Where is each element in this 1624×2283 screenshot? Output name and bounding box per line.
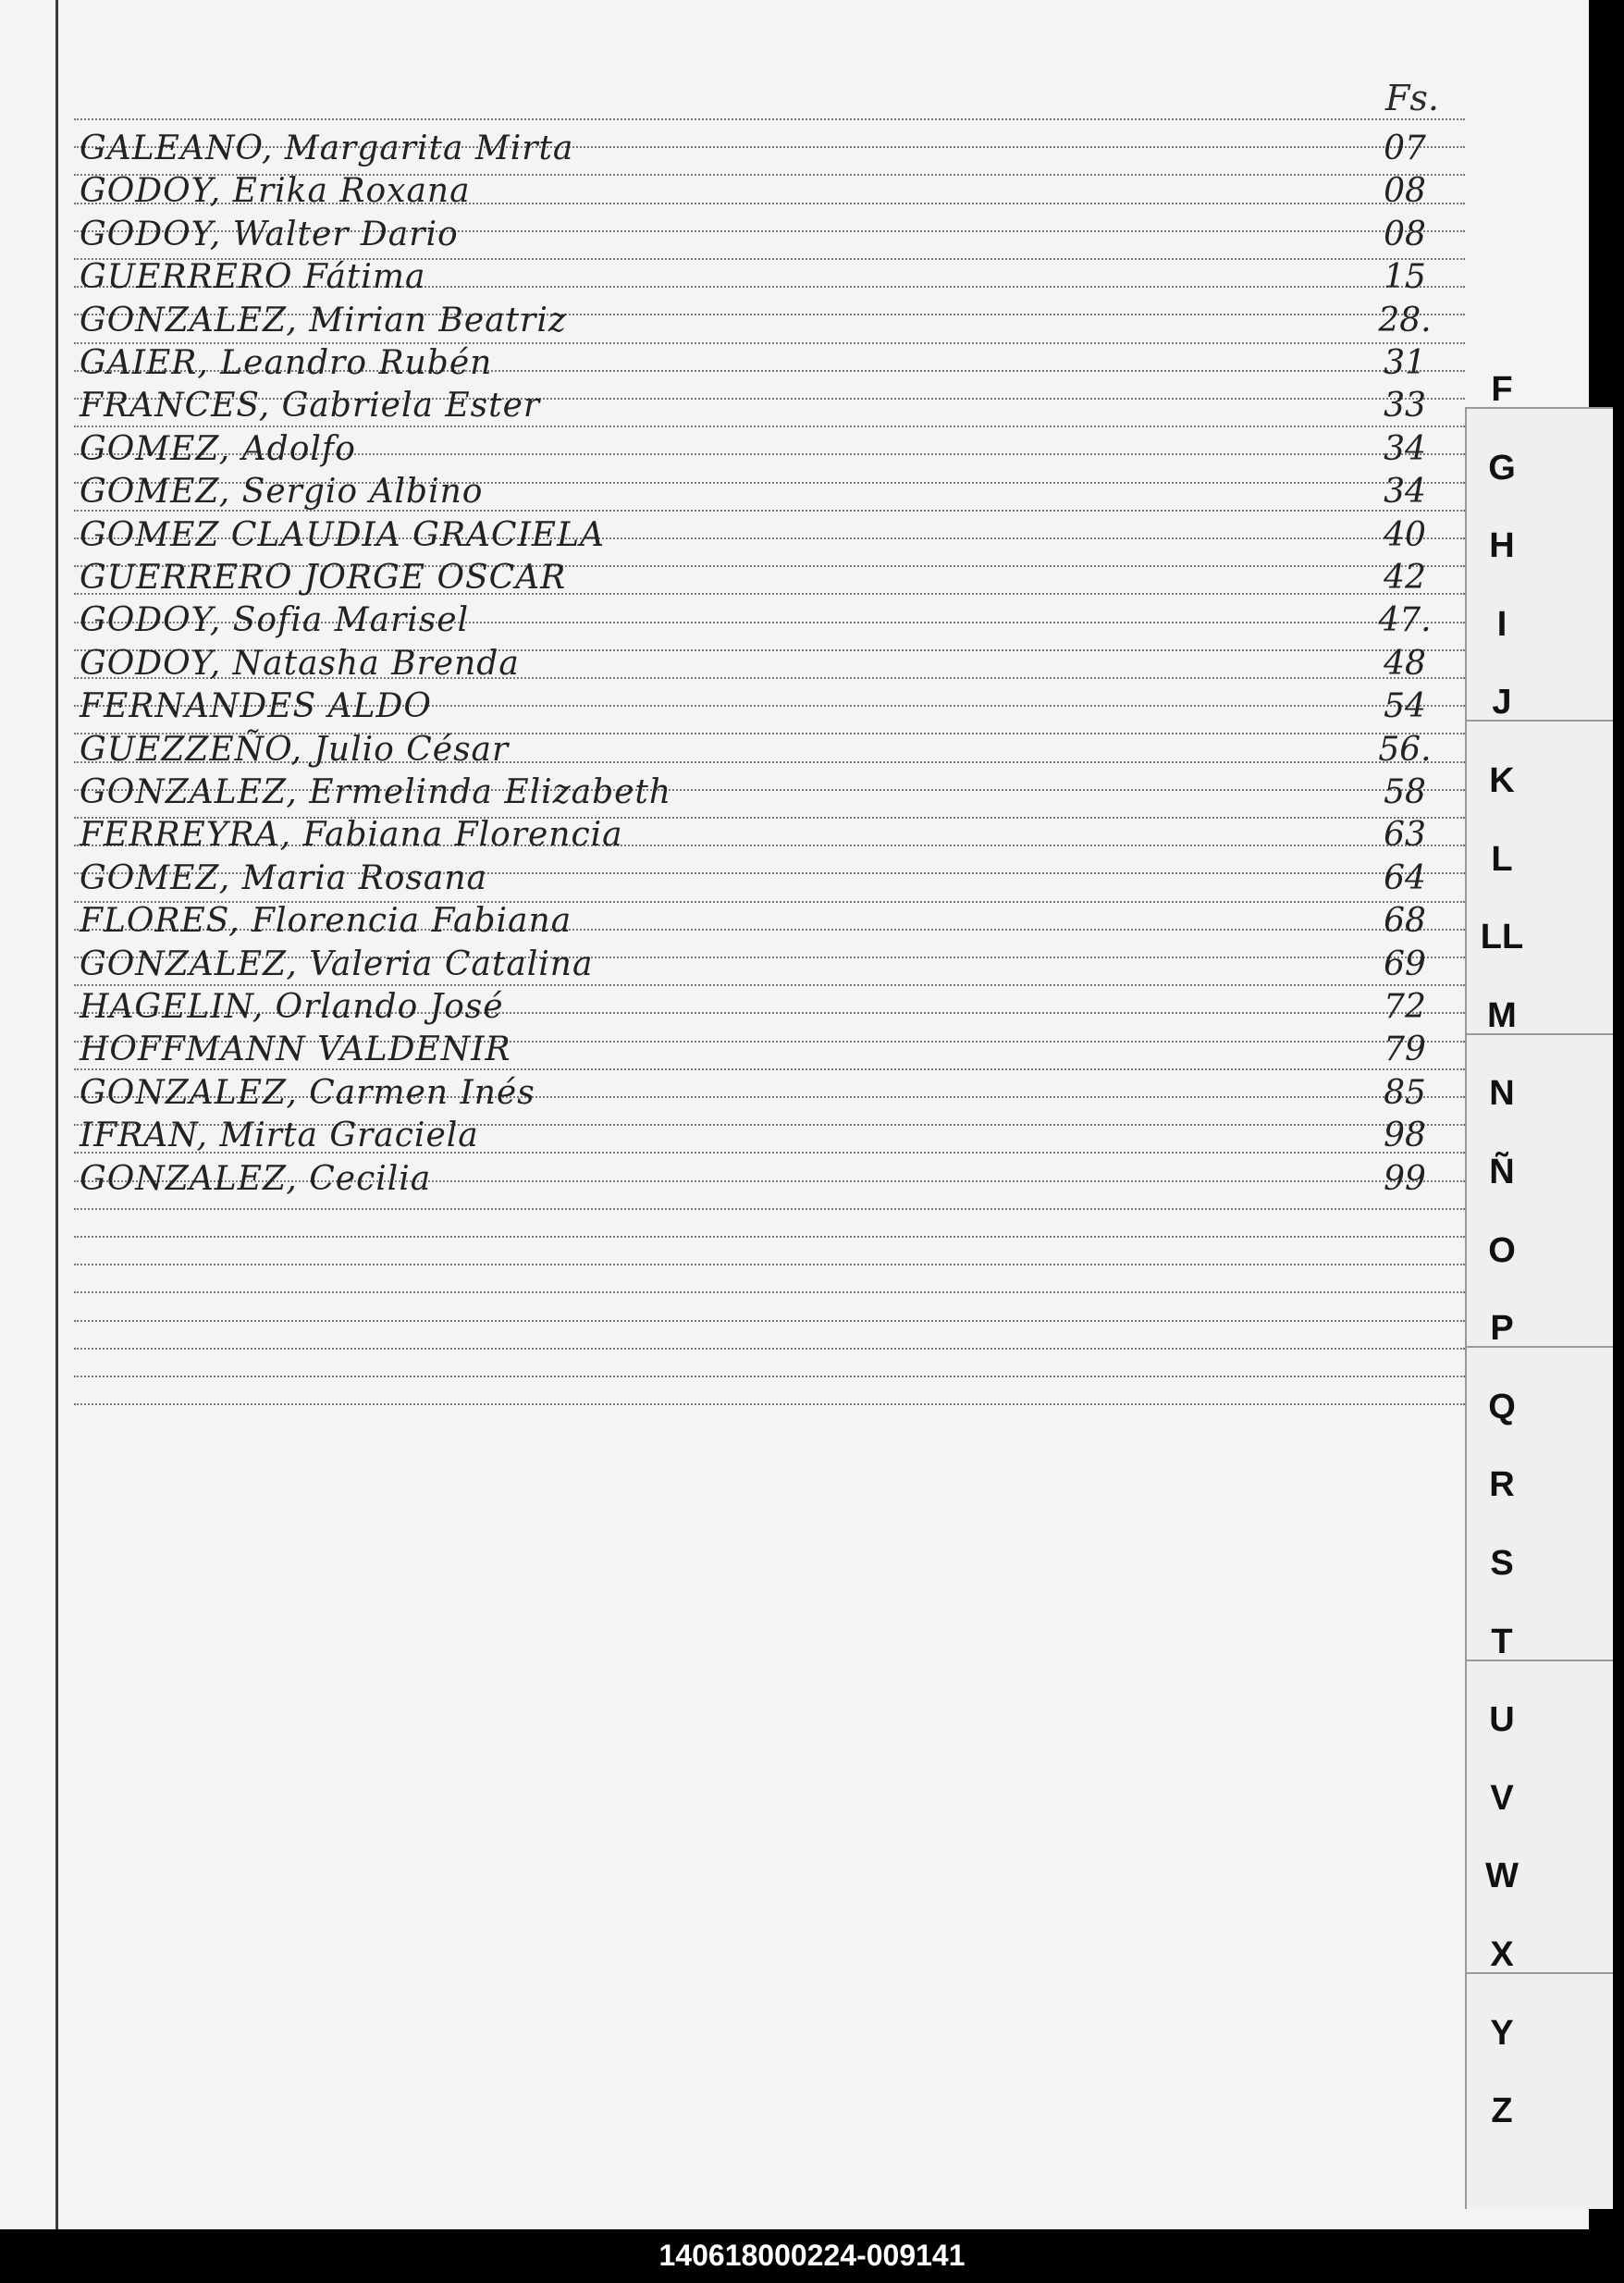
- tab-letter[interactable]: S: [1490, 1544, 1514, 1583]
- entry-name: GONZALEZ, Valeria Catalina: [80, 945, 594, 983]
- ruled-line: [74, 1264, 1465, 1265]
- ruled-line: [74, 1068, 1465, 1070]
- ruled-line: [74, 426, 1465, 427]
- entry-page-number: 34: [1384, 430, 1426, 468]
- entry-name: HOFFMANN VALDENIR: [80, 1030, 511, 1068]
- entry-page-number: 15: [1384, 258, 1426, 296]
- entry-name: GOMEZ CLAUDIA GRACIELA: [80, 516, 605, 554]
- ruled-line: [74, 1236, 1465, 1238]
- ruled-line: [74, 984, 1465, 986]
- entry-name: GUERRERO Fátima: [80, 258, 426, 296]
- document-id: 140618000224-009141: [658, 2239, 966, 2272]
- entry-page-number: 99: [1384, 1160, 1426, 1198]
- entry-name: GUEZZEÑO, Julio César: [80, 731, 510, 769]
- entry-page-number: 40: [1384, 516, 1426, 554]
- tab-letter[interactable]: P: [1490, 1309, 1514, 1348]
- tab-letter[interactable]: K: [1489, 761, 1515, 800]
- entry-page-number: 85: [1384, 1074, 1426, 1112]
- entry-page-number: 07: [1384, 130, 1426, 167]
- tab-letter[interactable]: T: [1491, 1623, 1513, 1661]
- entry-page-number: 68: [1384, 902, 1426, 940]
- tab-letter[interactable]: F: [1491, 370, 1513, 409]
- entry-name: GONZALEZ, Cecilia: [80, 1160, 432, 1198]
- entry-page-number: 72: [1384, 988, 1426, 1026]
- tab-letter[interactable]: M: [1487, 996, 1517, 1035]
- entry-page-number: 47.: [1378, 601, 1432, 639]
- ruled-line: [74, 118, 1465, 120]
- entry-name: GOMEZ, Sergio Albino: [80, 473, 484, 511]
- entry-page-number: 69: [1384, 945, 1426, 983]
- tab-letter[interactable]: U: [1489, 1700, 1515, 1739]
- tab-letter[interactable]: W: [1485, 1857, 1519, 1895]
- entry-name: GOMEZ, Maria Rosana: [80, 859, 487, 897]
- tab-letter[interactable]: R: [1489, 1465, 1515, 1504]
- tab-letter[interactable]: Ñ: [1489, 1153, 1515, 1191]
- tab-letter[interactable]: N: [1489, 1074, 1515, 1113]
- entry-page-number: 56.: [1378, 731, 1432, 769]
- tab-letter[interactable]: O: [1488, 1231, 1516, 1270]
- ruled-line: [74, 1320, 1465, 1322]
- tab-letter[interactable]: Z: [1491, 2092, 1513, 2130]
- entry-name: GONZALEZ, Carmen Inés: [80, 1074, 535, 1112]
- ruled-line: [74, 1348, 1465, 1350]
- entry-page-number: 64: [1384, 859, 1426, 897]
- entry-name: FERREYRA, Fabiana Florencia: [80, 816, 623, 854]
- entry-name: GAIER, Leandro Rubén: [80, 344, 493, 382]
- folio-column-header: Fs.: [1385, 78, 1439, 118]
- entry-page-number: 98: [1384, 1117, 1426, 1154]
- tab-letter[interactable]: V: [1490, 1779, 1514, 1818]
- ruled-line: [74, 1291, 1465, 1293]
- entry-name: GODOY, Walter Dario: [80, 216, 459, 253]
- entry-page-number: 08: [1384, 216, 1426, 253]
- index-tab[interactable]: [1465, 1972, 1613, 2209]
- entry-name: GODOY, Natasha Brenda: [80, 645, 520, 683]
- tab-letter[interactable]: X: [1490, 1935, 1514, 1974]
- entry-page-number: 58: [1384, 773, 1426, 811]
- ruled-line: [74, 1403, 1465, 1405]
- tab-letter[interactable]: J: [1492, 683, 1512, 722]
- entry-page-number: 31: [1384, 344, 1426, 382]
- entry-name: GOMEZ, Adolfo: [80, 430, 356, 468]
- entry-page-number: 54: [1384, 687, 1426, 725]
- entry-page-number: 34: [1384, 473, 1426, 511]
- ruled-line: [74, 1376, 1465, 1377]
- entry-page-number: 28.: [1378, 302, 1432, 339]
- tab-letter[interactable]: LL: [1480, 918, 1524, 956]
- tab-letter[interactable]: Q: [1488, 1388, 1516, 1426]
- tab-letter[interactable]: I: [1496, 605, 1507, 644]
- entry-name: FERNANDES ALDO: [80, 687, 432, 725]
- entry-name: FLORES, Florencia Fabiana: [80, 902, 572, 940]
- entry-page-number: 63: [1384, 816, 1426, 854]
- entry-name: GONZALEZ, Ermelinda Elizabeth: [80, 773, 672, 811]
- entry-name: HAGELIN, Orlando José: [80, 988, 504, 1026]
- tab-letter[interactable]: L: [1491, 840, 1513, 879]
- tab-letter[interactable]: H: [1489, 526, 1515, 565]
- entry-name: GUERRERO JORGE OSCAR: [80, 559, 567, 597]
- entry-page-number: 48: [1384, 645, 1426, 683]
- entry-page-number: 79: [1384, 1030, 1426, 1068]
- entry-page-number: 33: [1384, 387, 1426, 425]
- entry-name: GONZALEZ, Mirian Beatriz: [80, 302, 567, 339]
- entry-name: IFRAN, Mirta Graciela: [80, 1117, 479, 1154]
- entry-name: GALEANO, Margarita Mirta: [80, 130, 574, 167]
- entry-name: GODOY, Erika Roxana: [80, 172, 471, 210]
- entry-name: FRANCES, Gabriela Ester: [80, 387, 541, 425]
- tab-letter[interactable]: G: [1488, 449, 1516, 487]
- margin-rule: [55, 0, 58, 2229]
- entry-page-number: 08: [1384, 172, 1426, 210]
- tab-letter[interactable]: Y: [1490, 2014, 1514, 2053]
- ruled-line: [74, 1208, 1465, 1210]
- entry-page-number: 42: [1384, 559, 1426, 597]
- entry-name: GODOY, Sofia Marisel: [80, 601, 470, 639]
